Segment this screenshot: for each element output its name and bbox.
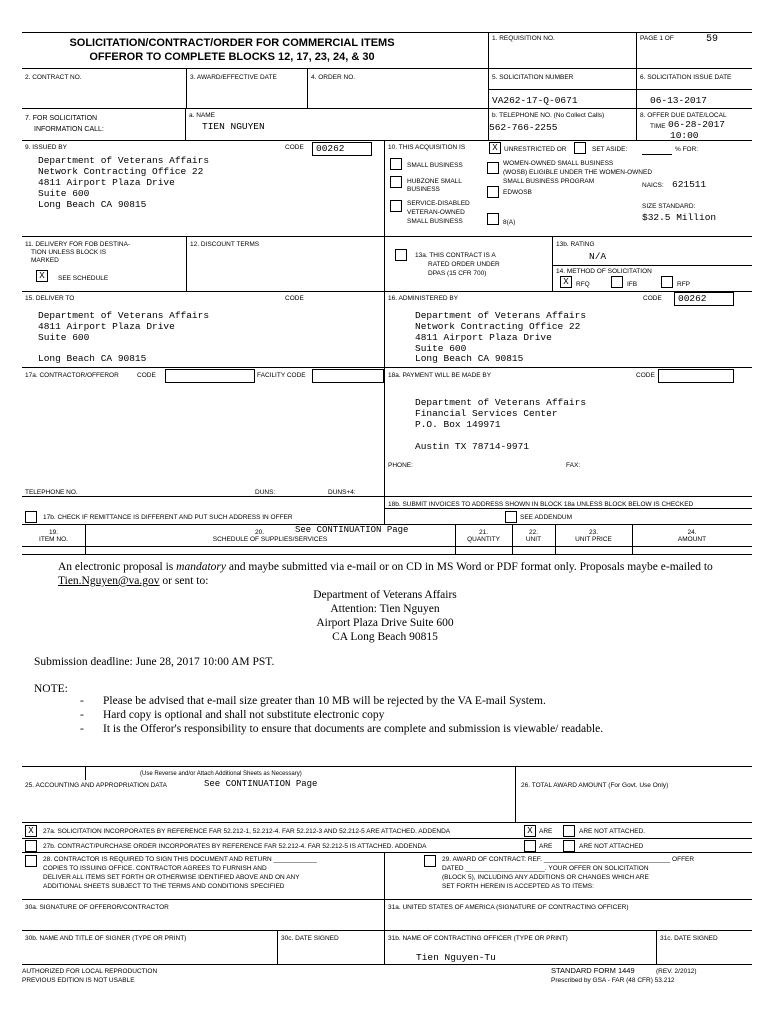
col20-value: See CONTINUATION Page <box>295 525 409 535</box>
note-bullet-1: Please be advised that e-mail size greater than 10 MB will be rejected by the VA E-mail System. <box>103 695 546 707</box>
block3-label: 3. AWARD/EFFECTIVE DATE <box>190 74 277 81</box>
block31c-label: 31c. DATE SIGNED <box>660 935 718 942</box>
block2-label: 2. CONTRACT NO. <box>25 74 82 81</box>
hubzone-label-1: HUBZONE SMALL <box>407 178 462 185</box>
block27a-label: 27a. SOLICITATION INCORPORATES BY REFERENCE FAR 52.212-1, 52.212-4. FAR 52.212-3 AND 52.212-5 ARE ATTACHED. ADDENDA <box>43 828 451 835</box>
block31a-label: 31a. UNITED STATES OF AMERICA (SIGNATURE OF CONTRACTING OFFICER) <box>388 904 629 911</box>
block30a-label: 30a. SIGNATURE OF OFFEROR/CONTRACTOR <box>25 904 169 911</box>
block5-label: 5. SOLICITATION NUMBER <box>492 74 574 81</box>
form-title-line2: OFFEROR TO COMPLETE BLOCKS 12, 17, 23, 24, & 30 <box>89 51 375 63</box>
block15-label: 15. DELIVER TO <box>25 295 75 302</box>
block29-line4: SET FORTH HEREIN IS ACCEPTED AS TO ITEMS: <box>442 883 594 890</box>
block4-label: 4. ORDER NO. <box>311 74 356 81</box>
facility-code-box[interactable] <box>312 369 384 383</box>
rfq-label: RFQ <box>576 281 590 288</box>
col19-title: ITEM NO. <box>39 536 68 543</box>
block13a-label-3: DPAS (15 CFR 700) <box>428 270 487 277</box>
block27a-are-label: ARE <box>539 828 553 835</box>
contact-phone: 562-766-2255 <box>489 122 558 133</box>
proposal-text-b: and maybe submitted via e-mail or on CD in MS Word or PDF format only. Proposals maybe e-mailed to <box>226 561 713 573</box>
solicitation-number: VA262-17-Q-0671 <box>492 95 578 106</box>
block10-label: 10. THIS ACQUISITION IS <box>388 144 466 151</box>
rated-order-checkbox[interactable] <box>395 249 407 261</box>
block7-phone-label: b. TELEPHONE NO. (No Collect Calls) <box>492 112 605 119</box>
admin-by-line1: Department of Veterans Affairs <box>415 310 587 321</box>
block14-label: 14. METHOD OF SOLICITATION <box>556 268 652 275</box>
block16-label: 16. ADMINISTERED BY <box>388 295 459 302</box>
block27a-not-label: ARE NOT ATTACHED. <box>579 828 646 835</box>
block27b-are-checkbox[interactable] <box>524 840 536 852</box>
wosb-label-1: WOMEN-OWNED SMALL BUSINESS <box>503 160 614 167</box>
block13a-label-1: 13a. THIS CONTRACT IS A <box>415 252 496 259</box>
block27b-not-checkbox[interactable] <box>563 840 575 852</box>
deliver-to-line2: 4811 Airport Plaza Drive <box>38 321 175 332</box>
block27b-not-label: ARE NOT ATTACHED <box>579 843 644 850</box>
block28-checkbox[interactable] <box>25 855 37 867</box>
deliver-to-line5: Long Beach CA 90815 <box>38 353 147 364</box>
col24-title: AMOUNT <box>677 536 707 543</box>
set-aside-checkbox[interactable] <box>574 142 586 154</box>
block11-label-3: MARKED <box>31 257 59 264</box>
bullet-dash-1: - <box>80 695 84 707</box>
block18b-label: 18b. SUBMIT INVOICES TO ADDRESS SHOWN IN BLOCK 18a UNLESS BLOCK BELOW IS CHECKED <box>388 501 694 508</box>
form-revision: (REV. 2/2012) <box>656 968 697 975</box>
issued-by-line4: Suite 600 <box>38 188 90 199</box>
admin-by-line4: Suite 600 <box>415 343 467 354</box>
block9-label: 9. ISSUED BY <box>25 144 67 151</box>
proposal-paragraph <box>58 560 713 574</box>
issued-by-line2: Network Contracting Office 22 <box>38 166 204 177</box>
addendum-checkbox[interactable] <box>505 511 517 523</box>
col24-num: 24. <box>687 529 697 536</box>
proposal-text-a: An electronic proposal is <box>58 561 177 573</box>
telephone-label: TELEPHONE NO. <box>25 489 78 496</box>
note-bullet-3: It is the Offeror's responsibility to ensure that documents are complete and submission is viewable/ readable. <box>103 723 604 735</box>
col22-title: UNIT <box>525 536 542 543</box>
block11-label-2: TION UNLESS BLOCK IS <box>31 249 107 256</box>
solicitation-issue-date: 06-13-2017 <box>650 95 708 106</box>
pct-for-label: % FOR: <box>675 146 699 153</box>
block16-code: 00262 <box>678 293 707 304</box>
block29-line2: DATED ______________________. YOUR OFFER ON SOLICITATION <box>442 865 649 872</box>
payment-by-line5: Austin TX 78714-9971 <box>415 441 530 452</box>
block28-line4: ADDITIONAL SHEETS SUBJECT TO THE TERMS AND CONDITIONS SPECIFIED <box>43 883 285 890</box>
col23-num: 23. <box>588 529 599 536</box>
form-title-line1: SOLICITATION/CONTRACT/ORDER FOR COMMERCIAL ITEMS <box>69 37 395 49</box>
admin-by-line5: Long Beach CA 90815 <box>415 353 524 364</box>
block13a-label-2: RATED ORDER UNDER <box>428 261 500 268</box>
col20-num: 20. <box>255 529 265 536</box>
block9-code-label: CODE <box>285 144 304 151</box>
proposal-text-c: or sent to: <box>159 575 209 587</box>
rfp-label: RFP <box>677 281 690 288</box>
col22-num: 22. <box>528 529 539 536</box>
block29-checkbox[interactable] <box>424 855 436 867</box>
facility-code-label: FACILITY CODE <box>257 372 306 379</box>
wosb-label-3: SMALL BUSINESS PROGRAM <box>503 178 595 185</box>
edwosb-checkbox[interactable] <box>487 186 499 198</box>
block18a-code-label: CODE <box>636 372 655 379</box>
block30c-label: 30c. DATE SIGNED <box>281 935 339 942</box>
set-aside-pct-line <box>642 154 672 155</box>
rfp-checkbox[interactable] <box>661 276 673 288</box>
block6-label: 6. SOLICITATION ISSUE DATE <box>640 74 732 81</box>
block26-label: 26. TOTAL AWARD AMOUNT (For Govt. Use Only) <box>521 782 669 789</box>
offer-due-date: 06-28-2017 <box>668 119 726 130</box>
block27a-are-checkbox[interactable]: X <box>524 825 536 837</box>
payment-by-line2: Financial Services Center <box>415 408 558 419</box>
block27a-not-checkbox[interactable] <box>563 825 575 837</box>
bullet-dash-3: - <box>80 723 84 735</box>
ifb-label: IFB <box>627 281 638 288</box>
issued-by-line3: 4811 Airport Plaza Drive <box>38 177 175 188</box>
duns4-label: DUNS+4: <box>328 489 356 496</box>
form-number: STANDARD FORM 1449 <box>551 966 635 975</box>
block8-label: 8. OFFER DUE DATE/LOCAL <box>640 112 727 119</box>
small-business-checkbox[interactable] <box>390 158 402 170</box>
block7-name-label: a. NAME <box>189 112 216 119</box>
see-schedule-label: SEE SCHEDULE <box>58 275 109 282</box>
submission-deadline: Submission deadline: June 28, 2017 10:00 AM PST. <box>34 656 275 668</box>
block17a-code-label: CODE <box>137 372 156 379</box>
reverse-note: (Use Reverse and/or Attach Additional Sheets as Necessary) <box>140 771 302 777</box>
col23-title: UNIT PRICE <box>575 536 612 543</box>
fax-label: FAX: <box>566 462 581 469</box>
block12-label: 12. DISCOUNT TERMS <box>190 241 260 248</box>
block18a-label: 18a. PAYMENT WILL BE MADE BY <box>388 372 492 379</box>
sdvosb-label-2: VETERAN-OWNED <box>407 209 465 216</box>
admin-by-line3: 4811 Airport Plaza Drive <box>415 332 552 343</box>
block16-code-label: CODE <box>643 295 662 302</box>
block30b-label: 30b. NAME AND TITLE OF SIGNER (TYPE OR PRINT) <box>25 935 187 942</box>
block8-time-label: TIME <box>650 123 666 130</box>
accounting-data: See CONTINUATION Page <box>204 779 318 789</box>
rating-value: N/A <box>589 251 607 262</box>
block18a-code-box <box>658 369 734 383</box>
unrestricted-checkbox[interactable]: X <box>489 142 501 154</box>
duns-label: DUNS: <box>255 489 276 496</box>
col21-title: QUANTITY <box>467 536 500 543</box>
block29-line3: (BLOCK 5), INCLUDING ANY ADDITIONS OR CHANGES WHICH ARE <box>442 874 649 881</box>
block25-label: 25. ACCOUNTING AND APPROPRIATION DATA <box>25 782 167 789</box>
naics-code: 621511 <box>672 179 707 190</box>
col20-title: SCHEDULE OF SUPPLIES/SERVICES <box>212 536 328 543</box>
see-schedule-checkbox[interactable]: X <box>36 270 48 282</box>
block17b-label: 17b. CHECK IF REMITTANCE IS DIFFERENT AND PUT SUCH ADDRESS IN OFFER <box>43 514 293 521</box>
block29-line1: 29. AWARD OF CONTRACT: REF. ___________________________________ OFFER <box>442 856 695 863</box>
block11-label-1: 11. DELIVERY FOR FOB DESTINA- <box>25 241 131 248</box>
contracting-officer-name: Tien Nguyen-Tu <box>416 952 496 963</box>
ifb-checkbox[interactable] <box>611 276 623 288</box>
contact-name: TIEN NGUYEN <box>202 121 265 132</box>
block9-code: 00262 <box>316 143 345 154</box>
block31b-label: 31b. NAME OF CONTRACTING OFFICER (TYPE OR PRINT) <box>388 935 568 942</box>
sdvosb-checkbox[interactable] <box>390 200 402 212</box>
send-address-line4: CA Long Beach 90815 <box>332 631 438 643</box>
wosb-label-2: (WOSB) ELIGIBLE UNDER THE WOMEN-OWNED <box>503 169 653 176</box>
email-link[interactable]: Tien.Nguyen@va.gov <box>58 575 160 587</box>
admin-by-line2: Network Contracting Office 22 <box>415 321 581 332</box>
payment-by-line3: P.O. Box 149971 <box>415 419 501 430</box>
note-bullet-2: Hard copy is optional and shall not substitute electronic copy <box>103 709 385 721</box>
footer-prescribed: Prescribed by GSA - FAR (48 CFR) 53.212 <box>551 977 675 984</box>
set-aside-label: SET ASIDE: <box>592 146 628 153</box>
block28-line3: DELIVER ALL ITEMS SET FORTH OR OTHERWISE IDENTIFIED ABOVE AND ON ANY <box>43 874 300 881</box>
proposal-paragraph-2 <box>58 574 208 588</box>
issued-by-line1: Department of Veterans Affairs <box>38 155 210 166</box>
rfq-checkbox[interactable]: X <box>560 276 572 288</box>
deliver-to-line1: Department of Veterans Affairs <box>38 310 210 321</box>
block27b-are-label: ARE <box>539 843 553 850</box>
block28-line1: 28. CONTRACTOR IS REQUIRED TO SIGN THIS DOCUMENT AND RETURN ____________ <box>43 856 317 863</box>
block17a-label: 17a. CONTRACTOR/OFFEROR <box>25 372 119 379</box>
size-standard-value: $32.5 Million <box>642 212 717 223</box>
eight-a-checkbox[interactable] <box>487 213 499 225</box>
footer-left-1: AUTHORIZED FOR LOCAL REPRODUCTION <box>22 968 158 975</box>
payment-by-line1: Department of Veterans Affairs <box>415 397 587 408</box>
page-total: 59 <box>706 34 719 45</box>
small-business-label: SMALL BUSINESS <box>407 162 463 169</box>
send-address-line2: Attention: Tien Nguyen <box>330 603 440 615</box>
naics-label: NAICS: <box>642 182 664 189</box>
unrestricted-label: UNRESTRICTED OR <box>504 146 567 153</box>
block28-line2: COPIES TO ISSUING OFFICE. CONTRACTOR AGREES TO FURNISH AND <box>43 865 267 872</box>
send-address-line1: Department of Veterans Affairs <box>313 589 457 601</box>
wosb-checkbox[interactable] <box>487 162 499 174</box>
addendum-label: SEE ADDENDUM <box>520 514 573 521</box>
eight-a-label: 8(A) <box>503 219 516 226</box>
col19-num: 19. <box>48 529 59 536</box>
proposal-mandatory: mandatory <box>176 561 227 573</box>
block27a-checkbox[interactable]: X <box>25 825 37 837</box>
send-address-line3: Airport Plaza Drive Suite 600 <box>316 617 454 629</box>
edwosb-label: EDWOSB <box>503 189 532 196</box>
col21-num: 21. <box>478 529 489 536</box>
phone-label: PHONE: <box>388 462 413 469</box>
block1-label: 1. REQUISITION NO. <box>492 35 555 42</box>
block7-label-2: INFORMATION CALL: <box>34 126 104 133</box>
offer-due-time: 10:00 <box>670 130 699 141</box>
footer-left-2: PREVIOUS EDITION IS NOT USABLE <box>22 977 135 984</box>
sdvosb-label-1: SERVICE-DISABLED <box>407 200 470 207</box>
page-label: PAGE 1 OF <box>640 35 674 42</box>
hubzone-checkbox[interactable] <box>390 176 402 188</box>
hubzone-label-2: BUSINESS <box>407 186 440 193</box>
size-standard-label: SIZE STANDARD: <box>642 203 696 210</box>
block15-code-label: CODE <box>285 295 304 302</box>
issued-by-line5: Long Beach CA 90815 <box>38 199 147 210</box>
block7-label-1: 7. FOR SOLICITATION <box>25 115 98 122</box>
remittance-checkbox[interactable] <box>25 511 37 523</box>
block27b-label: 27b. CONTRACT/PURCHASE ORDER INCORPORATES BY REFERENCE FAR 52.212-4. FAR 52.212-5 IS ATTACHED. ADDENDA <box>43 843 427 850</box>
block17a-code-box[interactable] <box>165 369 255 383</box>
block13b-label: 13b. RATING <box>556 241 595 248</box>
sdvosb-label-3: SMALL BUSINESS <box>407 218 463 225</box>
deliver-to-line3: Suite 600 <box>38 332 90 343</box>
note-label: NOTE: <box>34 683 68 695</box>
block27b-checkbox[interactable] <box>25 840 37 852</box>
bullet-dash-2: - <box>80 709 84 721</box>
